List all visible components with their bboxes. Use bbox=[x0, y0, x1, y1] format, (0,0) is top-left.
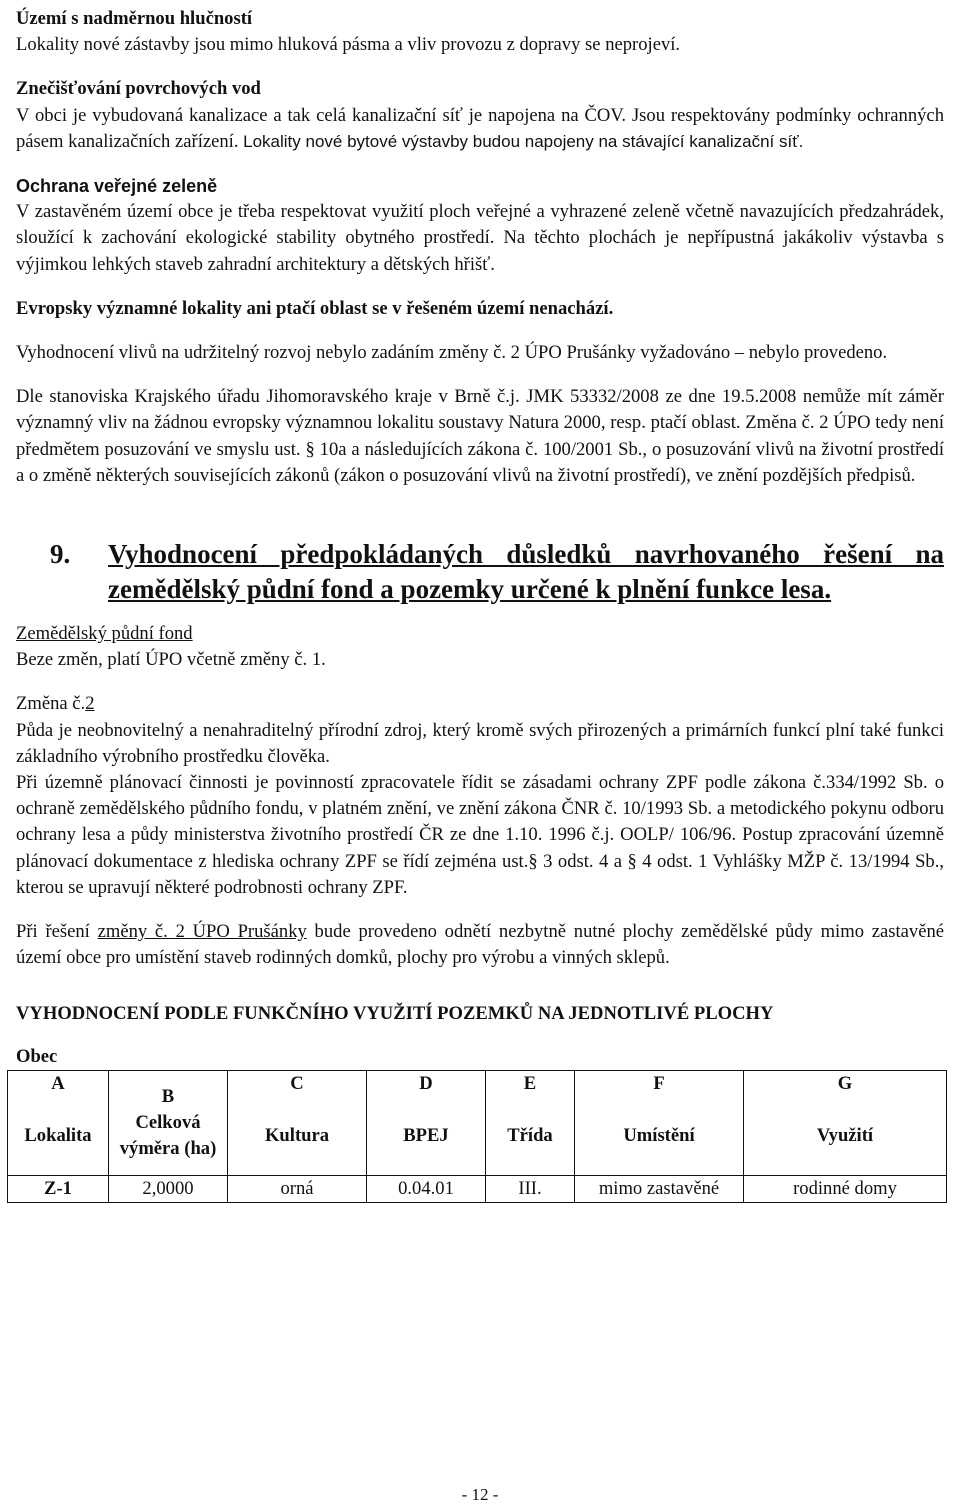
table-row bbox=[8, 1175, 947, 1202]
natura-para2: Dle stanoviska Krajského úřadu Jihomoravského kraje v Brně č.j. JMK 53332/2008 ze dne 19.5.2008 nemůže mít záměr významný vliv na žádnou evropsky významnou lokalitu soustavy Natura 2000, resp. ptačí oblast. Změna č. 2 ÚPO tedy není předmětem posuzování ve smyslu ust. § 10a a následujících zákona č. 100/2001 Sb., o posuzování vlivů na životní prostředí a o změně některých souvisejících zákonů (zákon o posuzování vlivů na životní prostředí), ve znění pozdějších předpisů. bbox=[16, 386, 944, 486]
chapter-title: Vyhodnocení předpokládaných důsledků navrhovaného řešení na zemědělský půdní fond a pozemky určené k plnění funkce lesa. bbox=[108, 539, 944, 605]
change2-para1: Půda je neobnovitelný a nenahraditelný přírodní zdroj, který kromě svých přirozených a primárních funkcí plní také funkci základního výrobního prostředku člověka. bbox=[16, 719, 944, 767]
table-header-e: E Třída bbox=[486, 1070, 575, 1175]
text-zpf: Beze změn, platí ÚPO včetně změny č. 1. bbox=[16, 649, 326, 671]
change2-para3 bbox=[16, 919, 944, 971]
document-page bbox=[16, 6, 944, 1203]
table-cell-bpej: 0.04.01 bbox=[367, 1175, 486, 1202]
text-water bbox=[16, 103, 944, 155]
text-greenery: V zastavěném území obce je třeba respektovat využití ploch veřejné a vyhrazené zeleně včetně navazujících předzahrádek, sloužící k zachování ekologické stability obytného prostředí. Na těchto plochách je nepřípustná jakákoliv výstavba s výjimkou lehkých staveb zahradní architektury a dětských hřišť. bbox=[16, 201, 944, 275]
natura-para1: Vyhodnocení vlivů na udržitelný rozvoj nebylo zadáním změny č. 2 ÚPO Prušánky vyžadováno – nebylo provedeno. bbox=[16, 342, 888, 364]
text-water-part1: V obci je vybudovaná kanalizace a tak celá kanalizační síť je napojena na ČOV. Jsou respektovány podmínky ochranných pásem kanalizačních zařízení. bbox=[16, 104, 944, 152]
table-header-c: C Kultura bbox=[228, 1070, 367, 1175]
table-header-g: G Využití bbox=[744, 1070, 947, 1175]
text-noise: Lokality nové zástavby jsou mimo hluková pásma a vliv provozu z dopravy se neprojeví. bbox=[16, 34, 681, 56]
table-cell-umisteni: mimo zastavěné bbox=[575, 1175, 744, 1202]
page-number: - 12 - bbox=[461, 1485, 499, 1504]
table-header-d: D BPEJ bbox=[367, 1070, 486, 1175]
table-header-row bbox=[8, 1070, 947, 1175]
heading-noise: Území s nadměrnou hlučností bbox=[16, 8, 253, 29]
table-header-f: F Umístění bbox=[575, 1070, 744, 1175]
change2-para3-b: bude provedeno odnětí nezbytně nutné plochy zemědělské půdy mimo zastavěné území obce pro umístění staveb rodinných domků, plochy pro výrobu a vinných sklepů. bbox=[16, 921, 944, 969]
heading-change2-num: 2 bbox=[85, 693, 95, 715]
chapter-heading bbox=[50, 537, 944, 607]
change2-para3-a: Při řešení bbox=[16, 921, 98, 943]
heading-change2 bbox=[16, 691, 944, 717]
evaluation-subheading: Obec bbox=[16, 1045, 58, 1067]
change2-para3-link: změny č. 2 ÚPO Prušánky bbox=[97, 921, 307, 943]
table-cell-vymera: 2,0000 bbox=[109, 1175, 228, 1202]
natura-bold-line: Evropsky významné lokality ani ptačí oblast se v řešeném území nenachází. bbox=[16, 297, 614, 319]
text-water-part2: Lokality nové bytové výstavby budou napojeny na stávající kanalizační síť. bbox=[243, 131, 804, 151]
table-cell-kultura: orná bbox=[228, 1175, 367, 1202]
heading-zpf: Zemědělský půdní fond bbox=[16, 623, 193, 645]
table-cell-lokalita: Z-1 bbox=[8, 1175, 109, 1202]
heading-greenery: Ochrana veřejné zeleně bbox=[16, 176, 218, 197]
heading-change2-prefix: Změna č. bbox=[16, 693, 86, 715]
heading-water: Znečišťování povrchových vod bbox=[16, 78, 261, 100]
change2-para2: Při územně plánovací činnosti je povinností zpracovatele řídit se zásadami ochrany ZPF podle zákona č.334/1992 Sb. o ochraně zemědělského půdního fondu, v platném znění, ve znění zákona ČNR č. 10/1993 Sb. a metodického pokynu odboru ochrany lesa a půdy ministerstva životního prostředí ČR ze dne 1.10. 1996 č.j. OOLP/ 106/96. Postup zpracování územně plánovací dokumentace z hlediska ochrany ZPF se řídí zejména ust.§ 3 odst. 4 a § 4 odst. 1 Vyhlášky MŽP č. 13/1994 Sb., kterou se upravují některé podrobnosti ochrany ZPF. bbox=[16, 772, 944, 898]
table-header-a: A Lokalita bbox=[8, 1070, 109, 1175]
table-cell-vyuziti: rodinné domy bbox=[744, 1175, 947, 1202]
table-header-b: B Celková výměra (ha) bbox=[109, 1070, 228, 1175]
evaluation-table bbox=[7, 1070, 947, 1203]
evaluation-heading: VYHODNOCENÍ PODLE FUNKČNÍHO VYUŽITÍ POZEMKŮ NA JEDNOTLIVÉ PLOCHY bbox=[16, 1003, 774, 1025]
chapter-number: 9. bbox=[50, 539, 71, 570]
table-cell-trida: III. bbox=[486, 1175, 575, 1202]
